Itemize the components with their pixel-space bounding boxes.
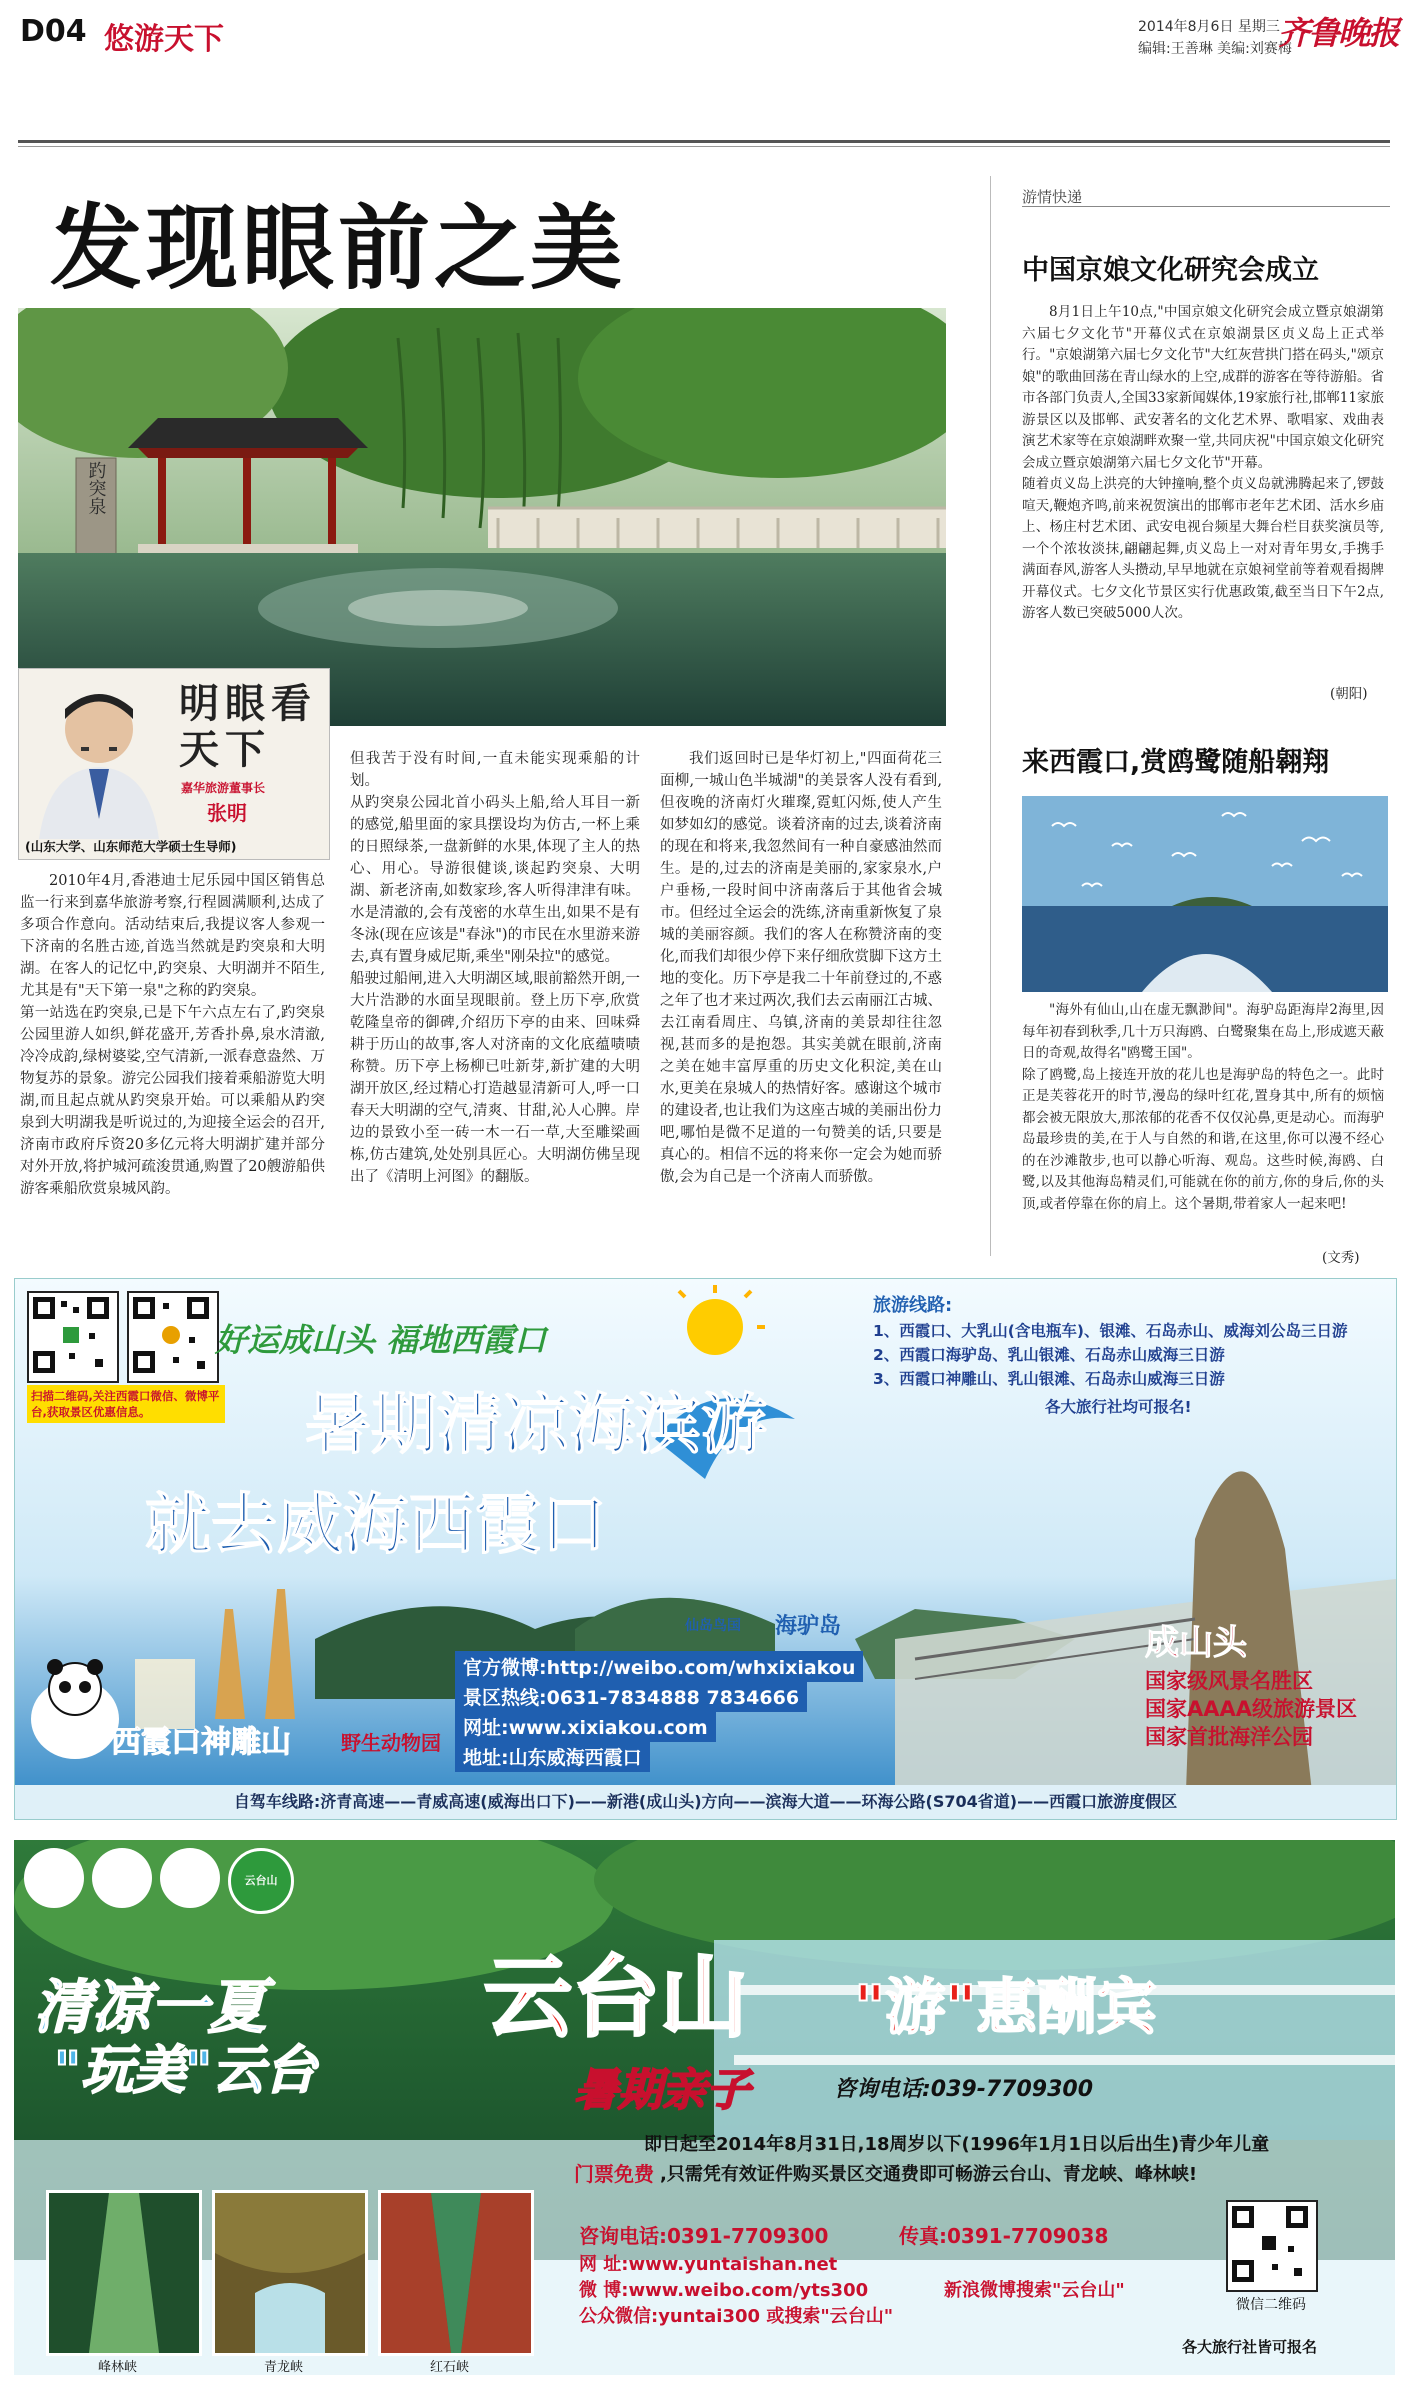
news1-body: 8月1日上午10点,"中国京娘文化研究会成立暨京娘湖第六届七夕文化节"开幕仪式在京娘湖景区贞义岛上正式举行。"京娘湖第六届七夕文化节"大红灰营拱门搭在码头,"颂京娘"的歌曲回荡在青山绿水的上空,成群的游客在等待游船。省市各部门负责人,全国33家新闻媒体,19家旅行社,邯郸11家旅游景区以及邯郸、武安著名的文化艺术界、歌唱家、戏曲表演艺术家等在京娘湖畔欢聚一堂,共同庆祝"中国京娘文化研究会成立暨京娘湖第六届七夕文化节"开幕。 随着贞义岛上洪亮的大钟撞响,整个贞义岛就沸腾起来了,锣鼓喧天,鞭炮齐鸣,前来祝贺演出的邯郸市老年艺术团、活水乡庙上、杨庄村艺术团、武安电视台频星大舞台栏目获奖演员等,一个个浓妆淡抹,翩翩起舞,贞义岛上一对对青年男女,手携手满面春风,游客人头攒动,早早地就在京娘祠堂前等着观看揭牌开幕仪式。七夕文化节景区实行优惠政策,截至当日下午2点,游客人数已突破5000人次。 [1022,304,1384,621]
thumb-fenglinxia [46,2190,202,2356]
qr-icon [1228,2202,1312,2286]
gorge-icon [215,2193,365,2353]
qr-icon [129,1293,213,1377]
qr-caption: 扫描二维码,关注西霞口微信、微博平台,获取景区优惠信息。 [27,1385,225,1423]
newspaper-logo: 齐鲁晚报 [1278,14,1399,52]
qr-code-yuntai[interactable] [1226,2200,1318,2292]
ad2-promo-title: "游"惠酬宾 [854,1973,1157,2043]
ad2-weibo[interactable]: 微 博:www.weibo.com/yts300 [579,2280,869,2301]
offer-free: 门票免费 [574,2162,654,2186]
yuntai-logo: 云台山 [228,1848,294,1914]
thumb-label: 青龙峡 [264,2360,304,2375]
sidebar-tag: 游情快递 [1022,188,1083,206]
offer-line1: 即日起至2014年8月31日,18周岁以下(1996年1月1日以后出生)青少年儿童 [644,2134,1270,2155]
ad2-promo-sub: 暑期亲子 [574,2065,750,2116]
column-divider [990,176,991,1256]
news1-credit: (朝阳) [1330,686,1368,702]
ad2-agencies-note: 各大旅行社皆可报名 [1182,2338,1318,2356]
article-body-col3: 我们返回时已是华灯初上,"四面荷花三面柳,一城山色半城湖"的美景客人没有看到,但夜晚的济南灯火璀璨,霓虹闪烁,使人产生如梦如幻的感觉。谈着济南的过去,谈着济南的现在和将来,我忽然间有一种自豪感油然而生。是的,过去的济南是美丽的,家家泉水,户户垂杨,一段时间中济南落后于其他省会城市。但经过全运会的洗练,济南重新恢复了泉城的美丽容颜。我们的客人在称赞济南的变化,而我们却很少停下来仔细欣赏脚下这方土地的变化。历下亭是我二十年前登过的,不惑之年了也才来过两次,我们去云南丽江古城、去江南看周庄、乌镇,济南的美景却往往忽视,甚而多的是抱怨。其实美就在眼前,济南之美在她丰富厚重的历史文化积淀,美在山水,更美在泉城人的热情好客。感谢这个城市的建设者,也让我们为这座古城的美丽出份力吧,哪怕是微不足道的一句赞美的话,只要是真心的。相信不远的将来你一定会为她而骄傲,会为自己是一个济南人而骄傲。 [660,751,942,1185]
page-number: D04 [20,14,87,49]
ad1-agencies-note: 各大旅行社均可报名! [1045,1398,1192,1416]
header-rule-thin [18,146,1390,147]
ad1-website[interactable]: 网址:www.xixiakou.com [455,1711,716,1742]
island-label-small: 仙岛鸟国 [685,1618,741,1634]
news2-photo-seagulls [1022,796,1388,992]
header-rule [18,140,1390,143]
canyon-icon [49,2193,199,2353]
ad1-headline1: 暑期清凉海滨游 [305,1386,767,1463]
offer-line2: ,只需凭有效证件购买景区交通费即可畅游云台山、青龙峡、峰林峡! [660,2164,1198,2185]
scenic-name: 成山头 [1145,1623,1247,1663]
article-body-col2: 但我苦于没有时间,一直未能实现乘船的计划。 从趵突泉公园北首小码头上船,给人耳目一新的感觉,船里面的家具摆设均为仿古,一杯上乘的日照绿茶,一盘新鲜的水果,体现了主人的热心、用心。导游很健谈,谈起趵突泉、大明湖、新老济南,如数家珍,客人听得津津有味。水是清澈的,会有茂密的水草生出,如果不是有冬泳(现在应该是"春泳")的市民在水里游来游去,真有置身威尼斯,乘坐"刚朵拉"的感觉。 船驶过船闸,进入大明湖区域,眼前豁然开朗,一大片浩渺的水面呈现眼前。登上历下亭,欣赏乾隆皇帝的御碑,介绍历下亭的由来、回味舜耕于历山的故事,客人对济南的文化底蕴啧啧称赞。历下亭上杨柳已吐新芽,新扩建的大明湖开放区,经过精心打造越显清新可人,呼一口春天大明湖的空气,清爽、甘甜,沁人心脾。岸边的景致小至一砖一木一石一草,大至雕梁画栋,仿古建筑,处处别具匠心。大明湖仿佛呈现出了《清明上河图》的翻版。 [350,751,640,1185]
news2-body: "海外有仙山,山在虚无飘渺间"。海驴岛距海岸2海里,因每年初春到秋季,几十万只海鸥、白鹭聚集在岛上,形成遮天蔽日的奇观,故得名"鸥鹭王国"。 除了鸥鹭,岛上接连开放的花儿也是海驴岛的特色之一。此时正是芙蓉花开的时节,漫岛的绿叶红花,置身其中,所有的烦恼都会被无限放大,那浓郁的花香不仅仅沁鼻,更是动心。而海驴岛最珍贵的美,在于人与自然的和谐,在这里,你可以漫不经心的在沙滩散步,也可以静心听海、观岛。这些时候,海鸥、白鹭,以及其他海岛精灵们,可能就在你的前方,你的身后,你的头顶,或者停靠在你的肩上。这个暑期,带着家人一起来吧! [1022,1002,1384,1212]
seagulls-illustration [1022,796,1388,992]
article-title: 发现眼前之美 [50,195,627,302]
qr-icon [29,1293,113,1377]
main-photo-pavilion [18,308,946,726]
author-name: 张明 [207,801,247,825]
routes-title: 旅游线路: [873,1295,953,1316]
news2-credit: (文秀) [1322,1250,1360,1266]
fax: 传真:0391-7709038 [899,2224,1109,2248]
ad1-hotline[interactable]: 景区热线:0631-7834888 7834666 [455,1681,807,1712]
news2-title: 来西霞口,赏鸥鹭随船翱翔 [1022,747,1330,778]
section-title: 悠游天下 [104,22,224,57]
sidebar-rule [1022,206,1390,207]
zoo-name: 西霞口神雕山 [111,1725,291,1760]
ad-xixiakou [14,1278,1397,1820]
editors-line: 编辑:王善琳 美编:刘赛梅 [1138,41,1292,57]
issue-date: 2014年8月6日 星期三 [1138,19,1280,35]
consult-phone[interactable]: 咨询电话:0391-7709300 [579,2224,829,2248]
ad1-slogan: 好运成山头 福地西霞口 [215,1321,547,1359]
qr-code-weibo[interactable] [127,1291,219,1383]
ad2-promo-phone[interactable]: 咨询电话:039-7709300 [834,2077,1094,2102]
route-item: 1、西霞口、大乳山(含电瓶车)、银滩、石岛赤山、威海刘公岛三日游 [873,1322,1348,1340]
ad1-weibo[interactable]: 官方微博:http://weibo.com/whxixiakou [455,1651,863,1682]
thumb-hongshixia [378,2190,534,2356]
author-credentials: (山东大学、山东师范大学硕士生导师) [25,839,237,854]
ad2-weibo-search: 新浪微博搜索"云台山" [944,2280,1125,2301]
thumb-qinglongxia [212,2190,368,2356]
ad2-brand: 云台山 [484,1945,749,2049]
author-role: 嘉华旅游董事长 [181,781,266,795]
ad2-website[interactable]: 网 址:www.yuntaishan.net [579,2254,838,2275]
ad1-address: 地址:山东威海西霞口 [455,1741,650,1772]
sign-text: 趵突泉 [85,461,107,515]
logo-badge [24,1848,84,1908]
ad2-slogan-main: 清凉一夏 [34,1973,267,2041]
logo-badge [160,1848,220,1908]
ad-yuntai [14,1840,1395,2375]
logo-badge [92,1848,152,1908]
scenic-title: 国家AAAA级旅游景区 [1145,1697,1358,1721]
scenic-title: 国家级风景名胜区 [1145,1669,1313,1693]
drive-route: 自驾车线路:济青高速——青威高速(威海出口下)——新港(成山头)方向——滨海大道——环海公路(S704省道)——西霞口旅游度假区 [15,1785,1396,1819]
column-name: 明眼看天下 [179,680,317,773]
zoo-suffix: 野生动物园 [341,1731,441,1755]
ad2-wechat: 公众微信:yuntai300 或搜索"云台山" [579,2306,894,2327]
route-item: 3、西霞口神雕山、乳山银滩、石岛赤山威海三日游 [873,1370,1225,1388]
article-body-col1: 2010年4月,香港迪士尼乐园中国区销售总监一行来到嘉华旅游考察,行程圆满顺利,达成了多项合作意向。活动结束后,我提议客人参观一下济南的名胜古迹,首选当然就是趵突泉和大明湖。在客人的记忆中,趵突泉、大明湖并不陌生,尤其是有"天下第一泉"之称的趵突泉。 第一站选在趵突泉,已是下午六点左右了,趵突泉公园里游人如织,鲜花盛开,芳香扑鼻,泉水清澈,冷冷成韵,绿树婆娑,空气清新,一派春意盎然、万物复苏的景象。游完公园我们接着乘船游览大明湖,而且起点就从趵突泉开始。可以乘船从趵突泉到大明湖我是听说过的,为迎接全运会的召开,济南市政府斥资20多亿元将大明湖扩建并部分对外开放,将护城河疏浚贯通,购置了20艘游船供游客乘船欣赏泉城风韵。 [20,873,325,1197]
scenic-title: 国家首批海洋公园 [1145,1725,1313,1749]
thumb-label: 红石峡 [430,2360,470,2375]
news1-title: 中国京娘文化研究会成立 [1022,255,1319,286]
thumb-label: 峰林峡 [98,2360,138,2375]
pavilion-illustration [18,308,946,726]
red-canyon-icon [381,2193,531,2353]
route-item: 2、西霞口海驴岛、乳山银滩、石岛赤山威海三日游 [873,1346,1225,1364]
qr-code-wechat[interactable] [27,1291,119,1383]
island-label: 海驴岛 [775,1614,842,1639]
columnist-box [18,668,330,860]
qr-caption-yuntai: 微信二维码 [1236,2297,1306,2313]
ad2-slogan-sub: "玩美"云台 [54,2041,317,2101]
ad1-headline2: 就去威海西霞口 [145,1486,607,1563]
